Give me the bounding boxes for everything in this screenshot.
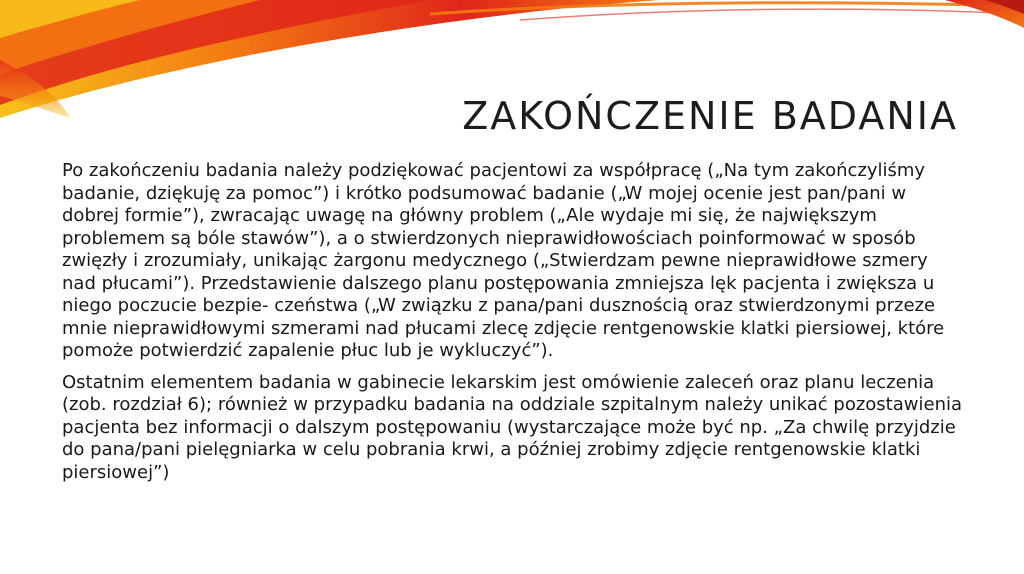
body-paragraph-1: Po zakończeniu badania należy podziękować pacjentowi za współpracę („Na tym zakończyliśmy badanie, dziękuję za pomoc”) i krótko podsumować badanie („W mojej ocenie jest pan/pani w dobrej formie”), zwracając uwagę na główny problem („Ale wydaje mi się, że największym problemem są bóle stawów”), a o stwierdzonych nieprawidłowościach poinformować w sposób zwięzły i zrozumiały, unikając żargonu medycznego („Stwierdzam pewne nieprawidłowe szmery nad płucami”). Przedstawienie dalszego planu postępowania zmniejsza lęk pacjenta i zwiększa u niego poczucie bezpie- czeństwa („W związku z pana/pani dusznością oraz stwierdzonymi przeze mnie nieprawidłowymi szmerami nad płucami zlecę zdjęcie rentgenowskie klatki piersiowej, które pomoże potwierdzić zapalenie płuc lub je wykluczyć”). xyxy=(62,160,945,361)
slide-body xyxy=(62,160,962,493)
slide-title: ZAKOŃCZENIE BADANIA xyxy=(462,94,958,138)
body-paragraph-2: Ostatnim elementem badania w gabinecie lekarskim jest omówienie zaleceń oraz planu leczenia (zob. rozdział 6); również w przypadku badania na oddziale szpitalnym należy unikać pozostawienia pacjenta bez informacji o dalszym postępowaniu (wystarczające może być np. „Za chwilę przyjdzie do pana/pani pielęgniarka w celu pobrania krwi, a później zrobimy zdjęcie rentgenowskie klatki piersiowej”) xyxy=(62,371,963,483)
swoosh-thin-line-2 xyxy=(520,9,1024,20)
